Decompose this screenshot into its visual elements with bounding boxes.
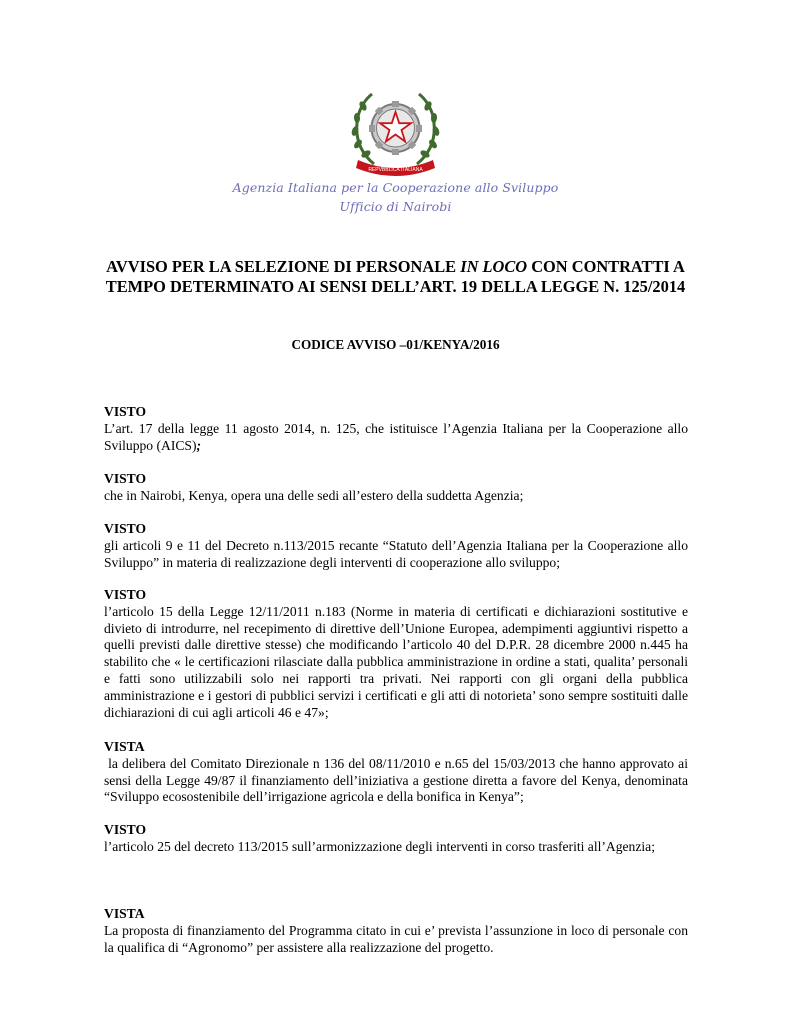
title-part1: AVVISO PER LA SELEZIONE DI PERSONALE xyxy=(106,257,461,276)
section-heading: VISTO xyxy=(104,471,147,486)
section-heading: VISTA xyxy=(104,906,145,921)
section-body-tail: ; xyxy=(196,437,202,453)
section-visto-3 xyxy=(104,521,688,571)
office-name: Ufficio di Nairobi xyxy=(339,199,452,214)
title-part2: CON CONTRATTI A TEMPO DETERMINATO AI SENSI DELL’ART. 19 DELLA LEGGE N. 125/2014 xyxy=(105,257,686,296)
section-visto-6 xyxy=(104,822,688,856)
section-body: La proposta di finanziamento del Programma citato in cui e’ prevista l’assunzione in loco di personale con la qualifica di “Agronomo” per assistere alla realizzazione del progetto. xyxy=(104,922,688,955)
section-body: che in Nairobi, Kenya, opera una delle sedi all’estero della suddetta Agenzia; xyxy=(104,487,524,503)
section-heading: VISTA xyxy=(104,739,145,754)
section-body: gli articoli 9 e 11 del Decreto n.113/2015 recante “Statuto dell’Agenzia Italiana per la Cooperazione allo Sviluppo” in materia di realizzazione degli interventi di cooperazione allo sviluppo; xyxy=(104,537,688,570)
section-body: la delibera del Comitato Direzionale n 136 del 08/11/2010 e n.65 del 15/03/2013 che hanno approvato ai sensi della Legge 49/87 il finanziamento dell’iniziativa a gestione diretta a favore del Kenya, denominata “Sviluppo ecosostenibile dell’irrigazione agricola e della bonifica in Kenya”; xyxy=(104,755,692,805)
section-visto-1 xyxy=(104,404,688,454)
section-body: l’articolo 25 del decreto 113/2015 sull’armonizzazione degli interventi in corso trasferiti all’Agenzia; xyxy=(104,838,655,854)
section-heading: VISTO xyxy=(104,822,147,837)
agency-name: Agenzia Italiana per la Cooperazione allo Sviluppo xyxy=(232,180,559,195)
section-heading: VISTO xyxy=(104,587,147,602)
section-visto-4 xyxy=(104,587,688,721)
notice-code: CODICE AVVISO –01/KENYA/2016 xyxy=(291,337,500,352)
section-visto-2 xyxy=(104,471,688,505)
section-vista-5 xyxy=(104,739,692,806)
italian-republic-emblem xyxy=(344,84,447,179)
section-heading: VISTO xyxy=(104,521,147,536)
document-title xyxy=(80,257,711,297)
section-body-text: L’art. 17 della legge 11 agosto 2014, n. 125, che istituisce l’Agenzia Italiana per la Cooperazione allo Sviluppo (AICS) xyxy=(104,420,688,453)
section-vista-7 xyxy=(104,906,688,956)
section-heading: VISTO xyxy=(104,404,147,419)
section-body xyxy=(104,421,688,455)
section-body: l’articolo 15 della Legge 12/11/2011 n.183 (Norme in materia di certificati e dichiarazioni sostitutive e divieto di introdurre, nel recepimento di direttive dell’Unione Europea, adempimenti aggiuntivi rispetto a quelli previsti dalle direttive stesse) che modificando l’articolo 40 del D.P.R. 28 dicembre 2000 n.445 ha stabilito che « le certificazioni rilasciate dalla pubblica amministrazione in ordine a stati, qualita’ personali e fatti sono utilizzabili solo nei rapporti tra privati. Nei rapporti con gli organi della pubblica amministrazione e i gestori di pubblici servizi i certificati e gli atti di notorieta’ sono sempre sostituiti dalle dichiarazioni di cui agli articoli 46 e 47»; xyxy=(104,603,688,720)
title-italic: IN LOCO xyxy=(460,257,528,276)
emblem-ribbon-text: REPVBBLICA ITALIANA xyxy=(368,167,423,173)
